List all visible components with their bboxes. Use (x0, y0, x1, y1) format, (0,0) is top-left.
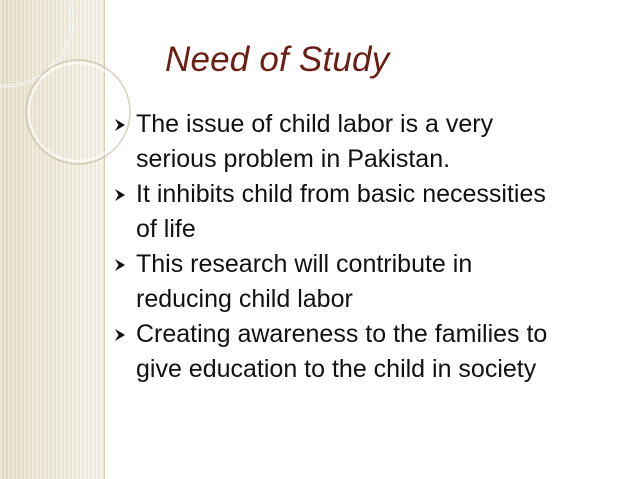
bullet-line: The issue of child labor is a very (136, 110, 494, 138)
bullet-item (112, 107, 612, 177)
arrowhead-bullet-icon (112, 107, 136, 142)
arrowhead-bullet-icon (112, 317, 136, 352)
decorative-ring-upper-shade (0, 0, 72, 86)
arrowhead-bullet-icon (112, 177, 136, 212)
arrowhead-bullet-icon (112, 247, 136, 282)
bullet-list (112, 107, 612, 387)
bullet-text (136, 107, 493, 177)
bullet-item (112, 247, 612, 317)
bullet-line: give education to the child in society (136, 355, 537, 383)
bullet-item (112, 177, 612, 247)
bullet-line: serious problem in Pakistan. (136, 145, 451, 173)
bullet-line: This research will contribute in (136, 250, 473, 278)
bullet-line: reducing child labor (136, 285, 353, 313)
bullet-line: of life (136, 215, 196, 243)
bullet-line: Creating awareness to the families to (136, 320, 548, 348)
bullet-text (136, 317, 547, 387)
bullet-text (136, 177, 546, 247)
slide-title: Need of Study (165, 40, 390, 79)
decorative-ring-upper (0, 0, 72, 86)
bullet-item (112, 317, 612, 387)
bullet-text (136, 247, 472, 317)
bullet-line: It inhibits child from basic necessities (136, 180, 546, 208)
